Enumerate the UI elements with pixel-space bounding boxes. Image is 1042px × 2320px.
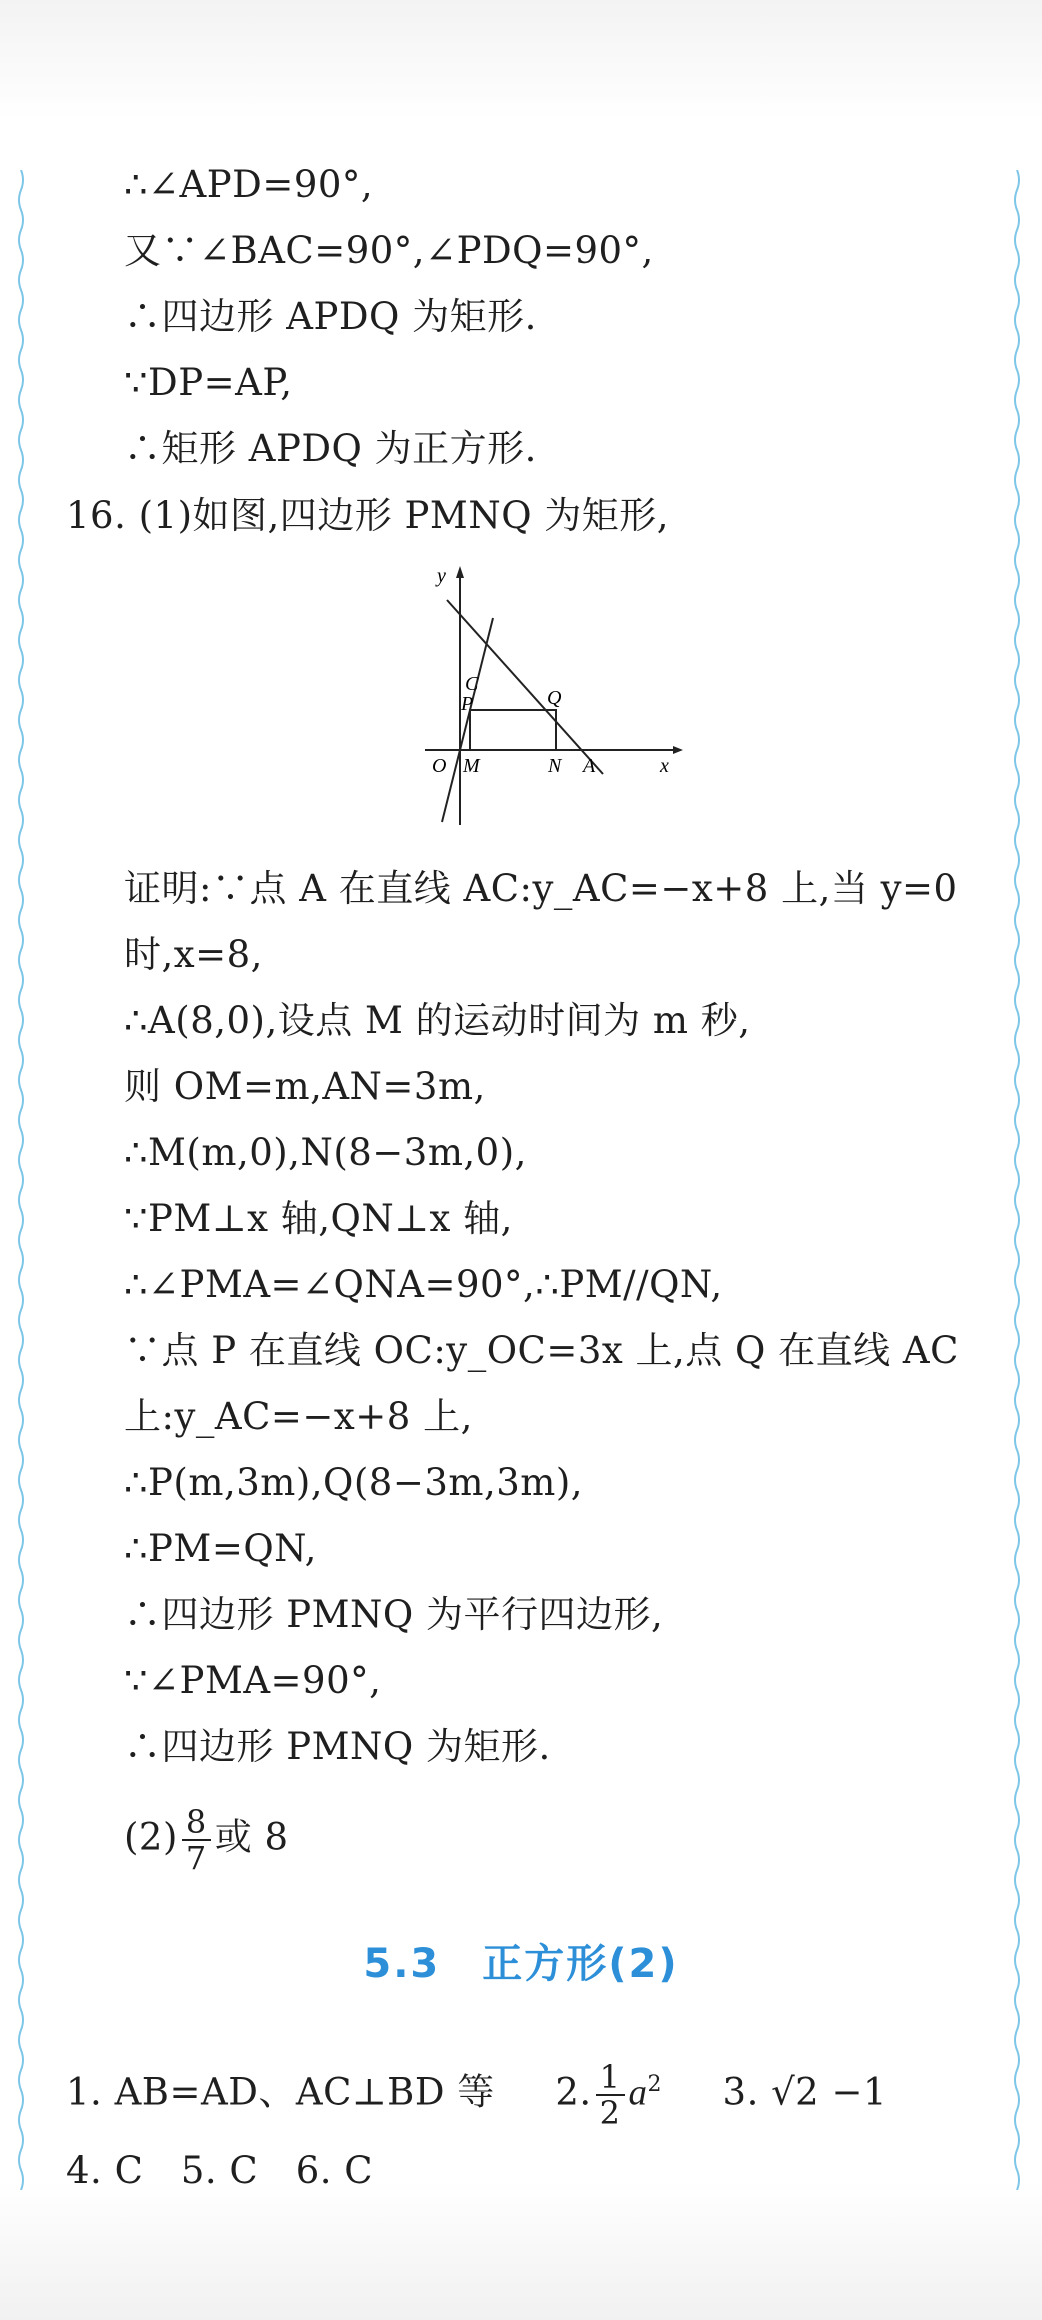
answer-1: 1. AB=AD、AC⊥BD 等 [66, 2070, 495, 2114]
fraction-denominator: 2 [599, 2094, 621, 2132]
problem-16-heading: 16. (1)如图,四边形 PMNQ 为矩形, [66, 494, 670, 537]
fraction-8-7 [182, 1805, 211, 1875]
label-c: C [465, 673, 479, 695]
fraction-numerator: 1 [596, 2060, 625, 2096]
line-angle-apd: ∴∠APD=90°, [124, 163, 374, 206]
part-2-answer [124, 1805, 289, 1875]
line-angles-parallel: ∴∠PMA=∠QNA=90°,∴PM//QN, [124, 1263, 723, 1306]
coordinate-figure [415, 560, 685, 830]
answer-2-prefix: 2. [555, 2070, 592, 2114]
line-apdq-rectangle: ∴四边形 APDQ 为矩形. [124, 295, 537, 338]
part-2-suffix: 或 8 [214, 1815, 289, 1859]
line-perpendicular: ∵PM⊥x 轴,QN⊥x 轴, [124, 1197, 513, 1240]
right-wavy-border [1012, 170, 1022, 2190]
label-o: O [432, 755, 447, 777]
line-point-p-q: ∵点 P 在直线 OC:y_OC=3x 上,点 Q 在直线 AC [124, 1329, 959, 1372]
label-y: y [437, 565, 446, 587]
label-x: x [660, 755, 669, 777]
rectangle-pmnq [470, 710, 556, 750]
line-p-q-coords: ∴P(m,3m),Q(8−3m,3m), [124, 1461, 584, 1504]
section-title: 5.3 正方形(2) [363, 1941, 679, 1987]
line-pmnq-rectangle: ∴四边形 PMNQ 为矩形. [124, 1725, 551, 1768]
line-m-n-coords: ∴M(m,0),N(8−3m,0), [124, 1131, 527, 1174]
line-parallelogram: ∴四边形 PMNQ 为平行四边形, [124, 1593, 664, 1636]
x-axis-arrow [673, 746, 683, 754]
answers-row-2: 4. C 5. C 6. C [66, 2149, 374, 2192]
line-x-equals-8: 时,x=8, [124, 933, 263, 976]
line-oc [442, 618, 493, 822]
line-point-a: ∴A(8,0),设点 M 的运动时间为 m 秒, [124, 999, 751, 1042]
line-dp-equals-ap: ∵DP=AP, [124, 361, 293, 404]
line-proof-start: 证明:∵点 A 在直线 AC:y_AC=−x+8 上,当 y=0 [124, 867, 958, 910]
line-pm-equals-qn: ∴PM=QN, [124, 1527, 317, 1570]
answer-2-exponent: 2 [647, 2072, 663, 2098]
fraction-1-2 [596, 2060, 625, 2130]
fraction-denominator: 7 [185, 1839, 207, 1877]
label-m: M [463, 755, 480, 777]
label-n: N [548, 755, 562, 777]
answers-row-1 [66, 2060, 887, 2130]
answer-3: 3. √2 −1 [722, 2070, 888, 2114]
y-axis-arrow [456, 566, 464, 578]
line-ac-equation: 上:y_AC=−x+8 上, [124, 1395, 473, 1438]
line-angle-bac-pdq: 又∵∠BAC=90°,∠PDQ=90°, [124, 229, 654, 272]
part-2-prefix: (2) [124, 1815, 178, 1859]
left-wavy-border [16, 170, 26, 2190]
answer-2-variable: a [628, 2072, 648, 2114]
line-angle-pma: ∵∠PMA=90°, [124, 1659, 382, 1702]
label-a: A [583, 755, 596, 777]
label-q: Q [547, 687, 562, 709]
fraction-numerator: 8 [182, 1805, 211, 1841]
line-om-an: 则 OM=m,AN=3m, [124, 1065, 486, 1108]
line-apdq-square: ∴矩形 APDQ 为正方形. [124, 427, 537, 470]
label-p: P [461, 693, 474, 715]
